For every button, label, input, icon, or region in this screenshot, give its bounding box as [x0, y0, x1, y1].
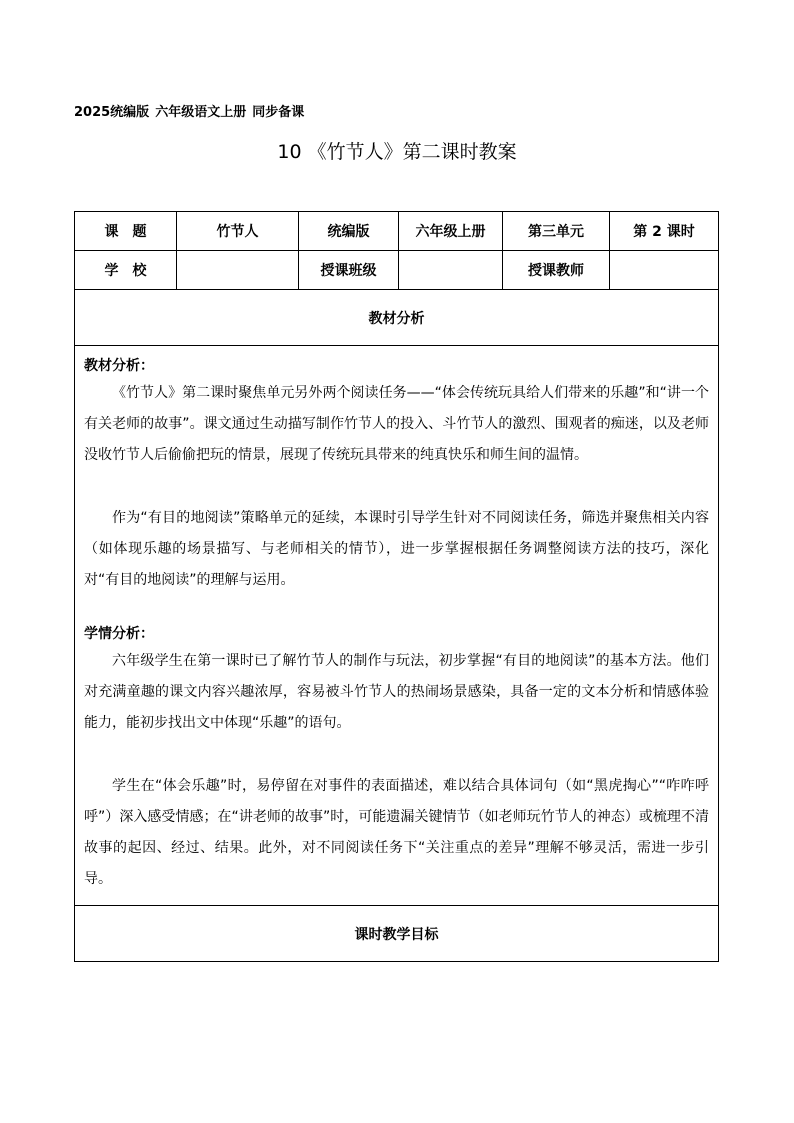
label-class: 授课班级 [299, 251, 399, 290]
lesson-plan-table [74, 211, 719, 962]
topic-value: 竹节人 [177, 212, 299, 251]
teacher-value [610, 251, 719, 290]
analysis-content [75, 346, 719, 906]
material-paragraph-2: 作为“有目的地阅读”策略单元的延续，本课时引导学生针对不同阅读任务，筛选并聚焦相关内容（如体现乐趣的场景描写、与老师相关的情节），进一步掌握根据任务调整阅读方法的技巧，深化对“有目的地阅读”的理解与运用。 [84, 510, 709, 588]
header-grade-book: 六年级语文上册 [155, 105, 247, 120]
edition-value: 统编版 [299, 212, 399, 251]
section-title-material: 教材分析 [75, 290, 719, 346]
section-row-material-title [75, 290, 719, 346]
students-paragraph-1: 六年级学生在第一课时已了解竹节人的制作与玩法，初步掌握“有目的地阅读”的基本方法。他们对充满童趣的课文内容兴趣浓厚，容易被斗竹节人的热闹场景感染，具备一定的文本分析和情感体验能力，能初步找出文中体现“乐趣”的语句。 [84, 653, 709, 731]
header-edition: 2025统编版 [74, 105, 150, 120]
label-school: 学 校 [75, 251, 177, 290]
info-row-school [75, 251, 719, 290]
section-row-analysis [75, 346, 719, 906]
students-paragraph-2: 学生在“体会乐趣”时，易停留在对事件的表面描述，难以结合具体词句（如“黑虎掏心”“咋咋呼呼”）深入感受情感；在“讲老师的故事”时，可能遗漏关键情节（如老师玩竹节人的神态）或梳理不清故事的起因、经过、结果。此外，对不同阅读任务下“关注重点的差异”理解不够灵活，需进一步引导。 [84, 778, 709, 887]
material-heading: 教材分析： [84, 358, 154, 374]
header-series: 同步备课 [252, 105, 305, 120]
label-teacher: 授课教师 [503, 251, 610, 290]
students-heading: 学情分析： [84, 626, 154, 642]
label-topic: 课 题 [75, 212, 177, 251]
school-value [177, 251, 299, 290]
unit-value: 第三单元 [503, 212, 610, 251]
lesson-value: 第 2 课时 [610, 212, 719, 251]
info-row-topic [75, 212, 719, 251]
page-header [74, 101, 310, 120]
section-title-goals: 课时教学目标 [75, 906, 719, 962]
grade-value: 六年级上册 [399, 212, 503, 251]
section-row-goals-title [75, 906, 719, 962]
document-title: 10 《竹节人》第二课时教案 [277, 141, 517, 163]
material-paragraph-1: 《竹节人》第二课时聚焦单元另外两个阅读任务——“体会传统玩具给人们带来的乐趣”和“讲一个有关老师的故事”。课文通过生动描写制作竹节人的投入、斗竹节人的激烈、围观者的痴迷，以及老师没收竹节人后偷偷把玩的情景，展现了传统玩具带来的纯真快乐和师生间的温情。 [84, 385, 709, 463]
class-value [399, 251, 503, 290]
